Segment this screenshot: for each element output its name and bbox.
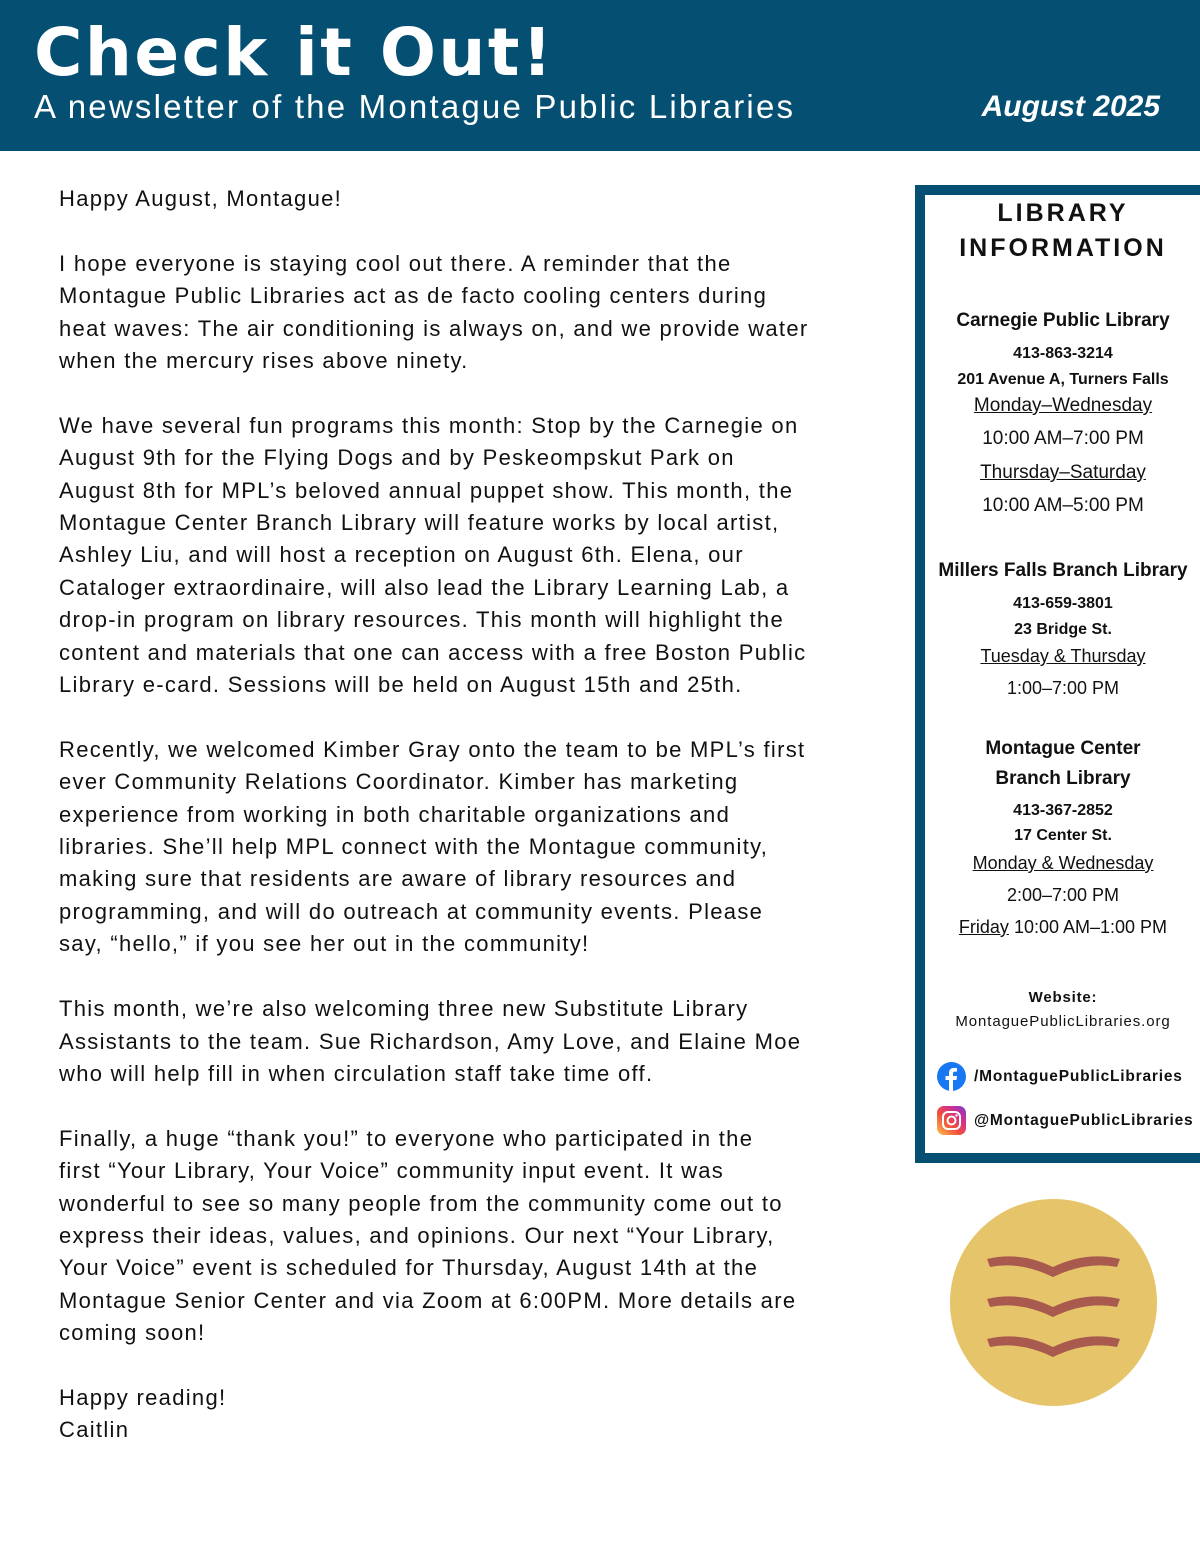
center-days-1: Monday & Wednesday [972,853,1154,873]
text-line: say, “hello,” if you see her out in the community! [59,931,590,957]
instagram-icon [937,1106,966,1135]
millers-name: Millers Falls Branch Library [938,560,1188,581]
instagram-handle: @MontaguePublicLibraries [974,1111,1194,1129]
text-line: Your Voice” event is scheduled for Thursday, August 14th at the [59,1255,759,1281]
center-hours-1: 2:00–7:00 PM [1006,885,1120,905]
text-line: Montague Center Branch Library will feature works by local artist, [59,510,780,536]
carnegie-hours-1: 10:00 AM–7:00 PM [982,428,1144,449]
text-line: Caitlin [59,1417,130,1443]
facebook-handle: /MontaguePublicLibraries [974,1067,1183,1085]
millers-address: 23 Bridge St. [1014,621,1112,638]
letter-paragraph [59,248,899,378]
issue-date: August 2025 [981,90,1160,123]
letter-paragraph [59,410,899,702]
text-line: Assistants to the team. Sue Richardson, Amy Love, and Elaine Moe [59,1028,802,1054]
title-line: LIBRARY [997,199,1129,227]
center-hours-2: 10:00 AM–1:00 PM [1013,917,1168,937]
carnegie-days-2: Thursday–Saturday [980,462,1146,483]
center-friday [925,917,1200,938]
text-line: who will help fill in when circulation staff take time off. [59,1060,654,1086]
letter-paragraph [59,1123,899,1350]
open-book-icon [950,1199,1157,1406]
carnegie-name: Carnegie Public Library [956,310,1170,331]
carnegie-address: 201 Avenue A, Turners Falls [957,371,1169,388]
carnegie-phone: 413-863-3214 [1013,345,1113,362]
text-line: Library e-card. Sessions will be held on August 15th and 25th. [59,672,743,698]
millers-days: Tuesday & Thursday [980,646,1146,666]
text-line: heat waves: The air conditioning is always on, and we provide water [59,315,809,341]
website-link[interactable]: MontaguePublicLibraries.org [955,1013,1171,1030]
newsletter-title: Check it Out! [34,14,555,91]
text-line: making sure that residents are aware of library resources and [59,866,737,892]
newsletter-header [0,0,1200,151]
text-line: Montague Public Libraries act as de facto cooling centers during [59,283,768,309]
carnegie-hours-2: 10:00 AM–5:00 PM [982,495,1144,516]
letter-paragraph [59,1382,899,1447]
letter-paragraph [59,183,899,215]
text-line: This month, we’re also welcoming three new Substitute Library [59,996,749,1022]
facebook-icon [937,1062,966,1091]
library-logo [950,1199,1157,1406]
text-line: Ashley Liu, and will host a reception on August 6th. Elena, our [59,542,744,568]
center-name-1: Montague Center [985,738,1141,759]
text-line: when the mercury rises above ninety. [59,348,469,374]
text-line: wonderful to see so many people from the community come out to [59,1190,783,1216]
text-line: first “Your Library, Your Voice” community input event. It was [59,1158,725,1184]
text-line: Happy reading! [59,1384,227,1410]
instagram-row[interactable] [937,1106,1193,1135]
text-line: I hope everyone is staying cool out there. A reminder that the [59,250,732,276]
center-phone: 413-367-2852 [1013,802,1113,819]
title-line: INFORMATION [959,234,1167,262]
text-line: Happy August, Montague! [59,186,343,211]
carnegie-days-1: Monday–Wednesday [973,395,1153,416]
text-line: content and materials that one can access with a free Boston Public [59,639,807,665]
website-label: Website: [1028,989,1098,1006]
text-line: We have several fun programs this month: Stop by the Carnegie on [59,412,799,438]
text-line: programming, and will do outreach at community events. Please [59,898,764,924]
text-line: August 9th for the Flying Dogs and by Peskeompskut Park on [59,445,735,471]
text-line: experience from working in both charitable organizations and [59,801,731,827]
text-line: coming soon! [59,1320,206,1346]
text-line: Finally, a huge “thank you!” to everyone who participated in the [59,1125,754,1151]
letter-body [59,183,899,1479]
letter-paragraph [59,734,899,961]
facebook-row[interactable] [937,1062,1183,1091]
library-info-title [925,196,1200,266]
letter-paragraph [59,993,899,1090]
text-line: Recently, we welcomed Kimber Gray onto the team to be MPL’s first [59,736,806,762]
text-line: libraries. She’ll help MPL connect with the Montague community, [59,834,769,860]
text-line: express their ideas, values, and opinions. Our next “Your Library, [59,1222,775,1248]
newsletter-subtitle: A newsletter of the Montague Public Libraries [34,88,796,125]
text-line: Montague Senior Center and via Zoom at 6:00PM. More details are [59,1287,797,1313]
text-line: drop-in program on library resources. This month will highlight the [59,607,784,633]
text-line: Cataloger extraordinaire, will also lead the Library Learning Lab, a [59,574,790,600]
center-days-2: Friday [958,917,1009,937]
center-address: 17 Center St. [1014,827,1112,844]
millers-hours: 1:00–7:00 PM [1006,678,1120,698]
center-name-2: Branch Library [995,768,1131,789]
text-line: ever Community Relations Coordinator. Kimber has marketing [59,769,739,795]
millers-phone: 413-659-3801 [1013,595,1113,612]
text-line: August 8th for MPL’s beloved annual puppet show. This month, the [59,477,794,503]
